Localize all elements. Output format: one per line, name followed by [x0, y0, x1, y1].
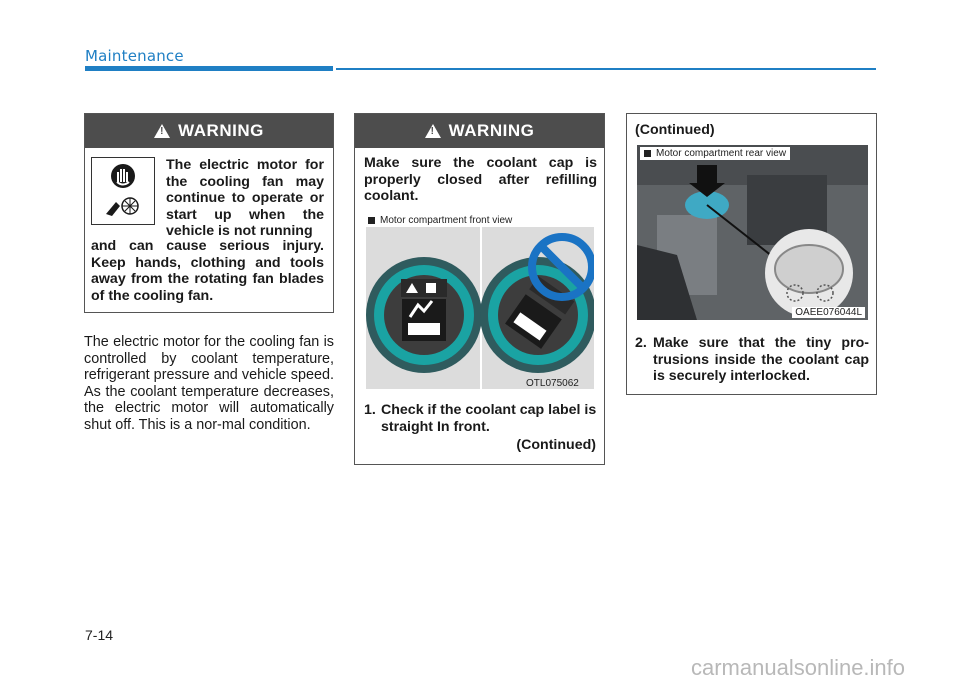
middle-warning-box — [354, 113, 605, 465]
left-body-text: The electric motor for the cooling fan is controlled by coolant temperature, refrigerant pressure and vehicle speed. As the coolant temperature decreases, the electric motor will automatically shut off. This is a nor-mal condition. — [84, 334, 334, 433]
hand-stop-icon — [92, 158, 154, 224]
rear-view-figure — [637, 145, 868, 320]
right-figure-code: OAEE076044L — [792, 307, 865, 318]
middle-figure-code: OTL075062 — [526, 378, 579, 389]
watermark: carmanualsonline.info — [691, 655, 906, 680]
safety-icon-box — [91, 157, 155, 225]
right-figure-caption: Motor compartment rear view — [640, 147, 790, 160]
middle-warning-title: WARNING — [448, 121, 535, 140]
middle-continued: (Continued) — [516, 437, 596, 453]
step2-number: 2. — [635, 335, 647, 351]
left-warning-rest: and can cause serious injury. Keep hands, clothing and tools away from the rotating fan blades of the cooling fan. — [91, 238, 324, 304]
left-warning-box — [84, 113, 334, 313]
coolant-cap-front-illustration — [366, 227, 594, 389]
warning-triangle-icon — [154, 124, 170, 138]
right-continued-box — [626, 113, 877, 395]
middle-warning-header — [355, 114, 604, 148]
section-title: Maintenance — [85, 47, 184, 65]
warning-triangle-icon — [425, 124, 441, 138]
step2-text: Make sure that the tiny pro-trusions inside the coolant cap is securely interlocked. — [653, 335, 869, 385]
step1-text: Check if the coolant cap label is straight In front. — [381, 402, 597, 435]
middle-figure-caption: Motor compartment front view — [368, 215, 512, 226]
left-warning-first: The electric motor for the cooling fan may continue to operate or start up when the vehicle is not running — [166, 157, 324, 240]
front-view-figure — [366, 227, 594, 389]
left-warning-title: WARNING — [178, 121, 264, 140]
left-warning-header — [85, 114, 333, 148]
right-continued: (Continued) — [635, 122, 715, 138]
page-number: 7-14 — [85, 627, 114, 643]
middle-intro: Make sure the coolant cap is properly closed after refilling coolant. — [364, 155, 597, 205]
header-rule-thick — [85, 66, 333, 71]
fan-hazard-icon — [102, 194, 144, 220]
header-rule-thin — [336, 68, 876, 70]
engine-rear-illustration — [637, 145, 868, 320]
step1-number: 1. — [364, 402, 376, 418]
